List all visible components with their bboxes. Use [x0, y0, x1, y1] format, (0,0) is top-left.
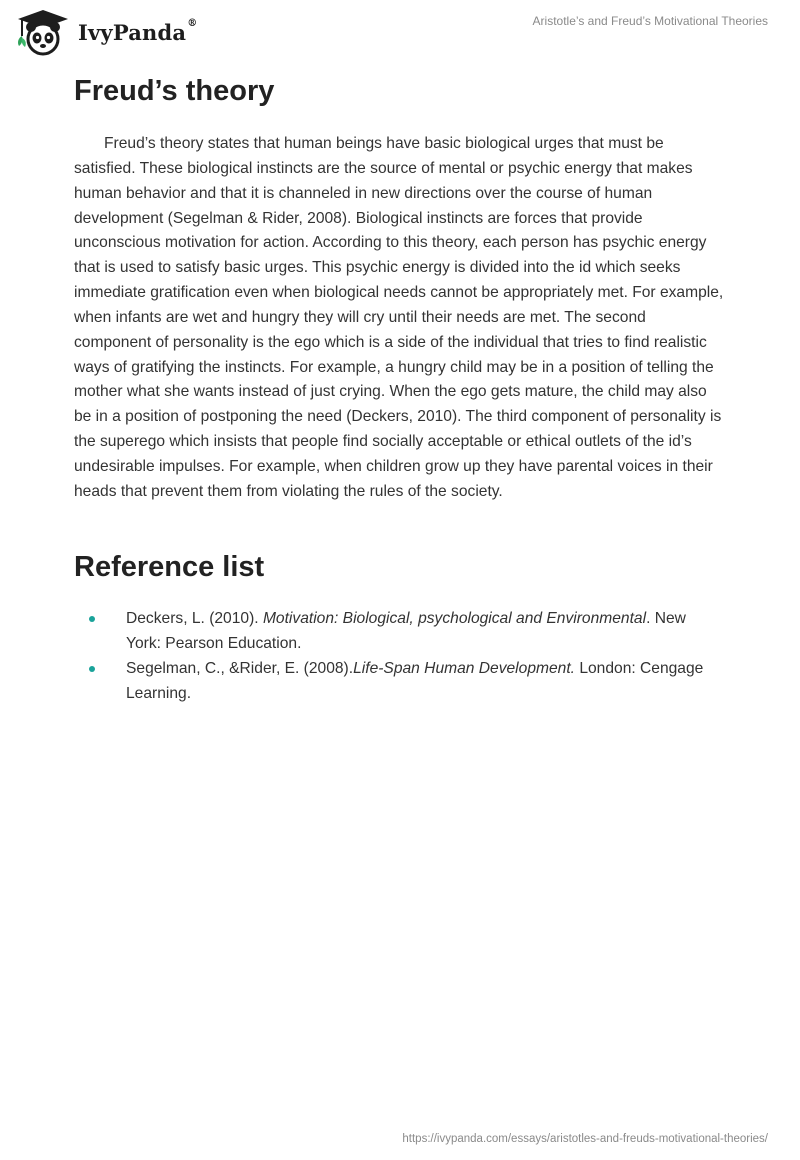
reference-title: Motivation: Biological, psychological and Environmental	[262, 610, 647, 627]
reference-authors: Deckers, L. (2010).	[126, 610, 263, 627]
bullet-icon	[89, 666, 95, 672]
registered-mark: ®	[187, 17, 198, 29]
body-paragraph: Freud’s theory states that human beings have basic biological urges that must be satisfied. These biological instincts are the source of mental or psychic energy that makes human behavior and that it is channeled in new directions over the course of human development (Segelman & Rider, 2008). Biological instincts are forces that provide unconscious motivation for action. According to this theory, each person has psychic energy that is used to satisfy basic urges. This psychic energy is divided into the id which seeks immediate gratification even when biological needs cannot be appropriately met. For example, when infants are wet and hungry they will cry until their needs are met. The second component of personality is the ego which is a side of the individual that tries to find realistic ways of gratifying the instincts. For example, a hungry child may be in a position of telling the mother what she wants instead of just crying. When the ego gets mature, the child may also be in a position of postponing the need (Deckers, 2010). The third component of personality is the superego which insists that people find socially acceptable or ethical outlets of the id’s undesirable impulses. For example, when children grow up they have parental voices in their heads that prevent them from violating the rules of the society.	[74, 135, 724, 500]
document-title: Aristotle’s and Freud’s Motivational Theories	[532, 14, 768, 28]
reference-list	[74, 607, 724, 706]
brand-logo[interactable]	[14, 8, 197, 56]
reference-publisher: London: Cengage Learning.	[126, 659, 704, 702]
reference-item	[74, 657, 724, 707]
section-heading-references: Reference list	[74, 551, 265, 583]
reference-publisher: . New York: Pearson Education.	[126, 610, 686, 652]
brand-name: IvyPanda®	[78, 17, 198, 45]
reference-authors: Segelman, C., &Rider, E. (2008).	[126, 659, 354, 677]
bullet-icon	[89, 616, 95, 622]
section-heading-freud: Freud’s theory	[74, 75, 275, 107]
footer-url-link[interactable]: https://ivypanda.com/essays/aristotles-and-freuds-motivational-theories/	[402, 1133, 768, 1145]
page-header	[0, 0, 800, 60]
reference-item	[74, 607, 724, 657]
panda-logo-icon	[14, 8, 72, 56]
reference-title: Life-Span Human Development.	[353, 659, 575, 677]
